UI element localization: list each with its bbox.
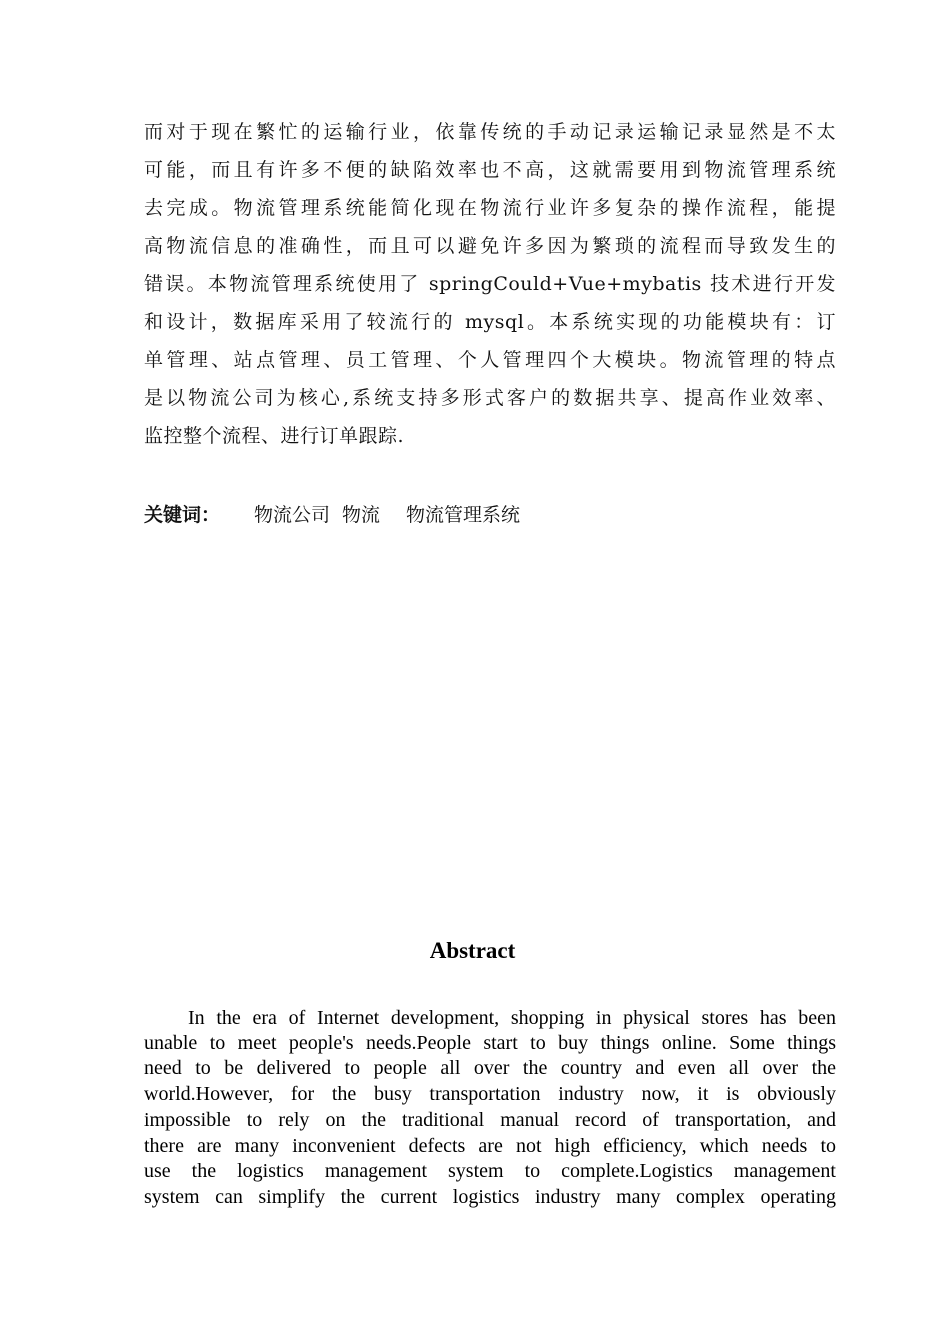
chinese-abstract-line: 而对于现在繁忙的运输行业，依靠传统的手动记录运输记录显然是不太 xyxy=(144,121,836,143)
chinese-abstract-line: 单管理、站点管理、员工管理、个人管理四个大模块。物流管理的特点 xyxy=(144,349,836,371)
english-abstract-line: In the era of Internet development, shopping in physical stores has been xyxy=(188,1007,836,1029)
english-abstract-line: unable to meet people's needs.People start to buy things online. Some things xyxy=(144,1032,836,1054)
keyword-item: 物流公司 xyxy=(254,504,331,526)
keywords-label: 关键词： xyxy=(144,504,221,526)
keyword-item: 物流 xyxy=(342,504,381,526)
english-abstract-line: system can simplify the current logistics industry many complex operating xyxy=(144,1186,836,1208)
chinese-abstract-line: 是以物流公司为核心,系统支持多形式客户的数据共享、提高作业效率、 xyxy=(144,387,836,409)
english-abstract-line: need to be delivered to people all over the country and even all over the xyxy=(144,1057,836,1079)
keyword-item: 物流管理系统 xyxy=(406,504,521,526)
keywords-row xyxy=(144,500,520,527)
abstract-heading: Abstract xyxy=(429,938,516,963)
chinese-abstract-line: 可能，而且有许多不便的缺陷效率也不高，这就需要用到物流管理系统 xyxy=(144,159,836,181)
english-abstract-line: world.However, for the busy transportation industry now, it is obviously xyxy=(144,1083,836,1105)
chinese-abstract-line: 错误。本物流管理系统使用了 springCould+Vue+mybatis 技术进行开发 xyxy=(144,273,836,295)
english-abstract-line: impossible to rely on the traditional manual record of transportation, and xyxy=(144,1109,836,1131)
english-abstract-line: use the logistics management system to complete.Logistics management xyxy=(144,1160,836,1182)
chinese-abstract-line: 和设计，数据库采用了较流行的 mysql。本系统实现的功能模块有：订 xyxy=(144,311,836,333)
chinese-abstract-line: 监控整个流程、进行订单跟踪. xyxy=(144,425,405,447)
chinese-abstract-line: 高物流信息的准确性，而且可以避免许多因为繁琐的流程而导致发生的 xyxy=(144,235,836,257)
english-abstract-line: there are many inconvenient defects are not high efficiency, which needs to xyxy=(144,1135,836,1157)
chinese-abstract-line: 去完成。物流管理系统能简化现在物流行业许多复杂的操作流程，能提 xyxy=(144,197,836,219)
